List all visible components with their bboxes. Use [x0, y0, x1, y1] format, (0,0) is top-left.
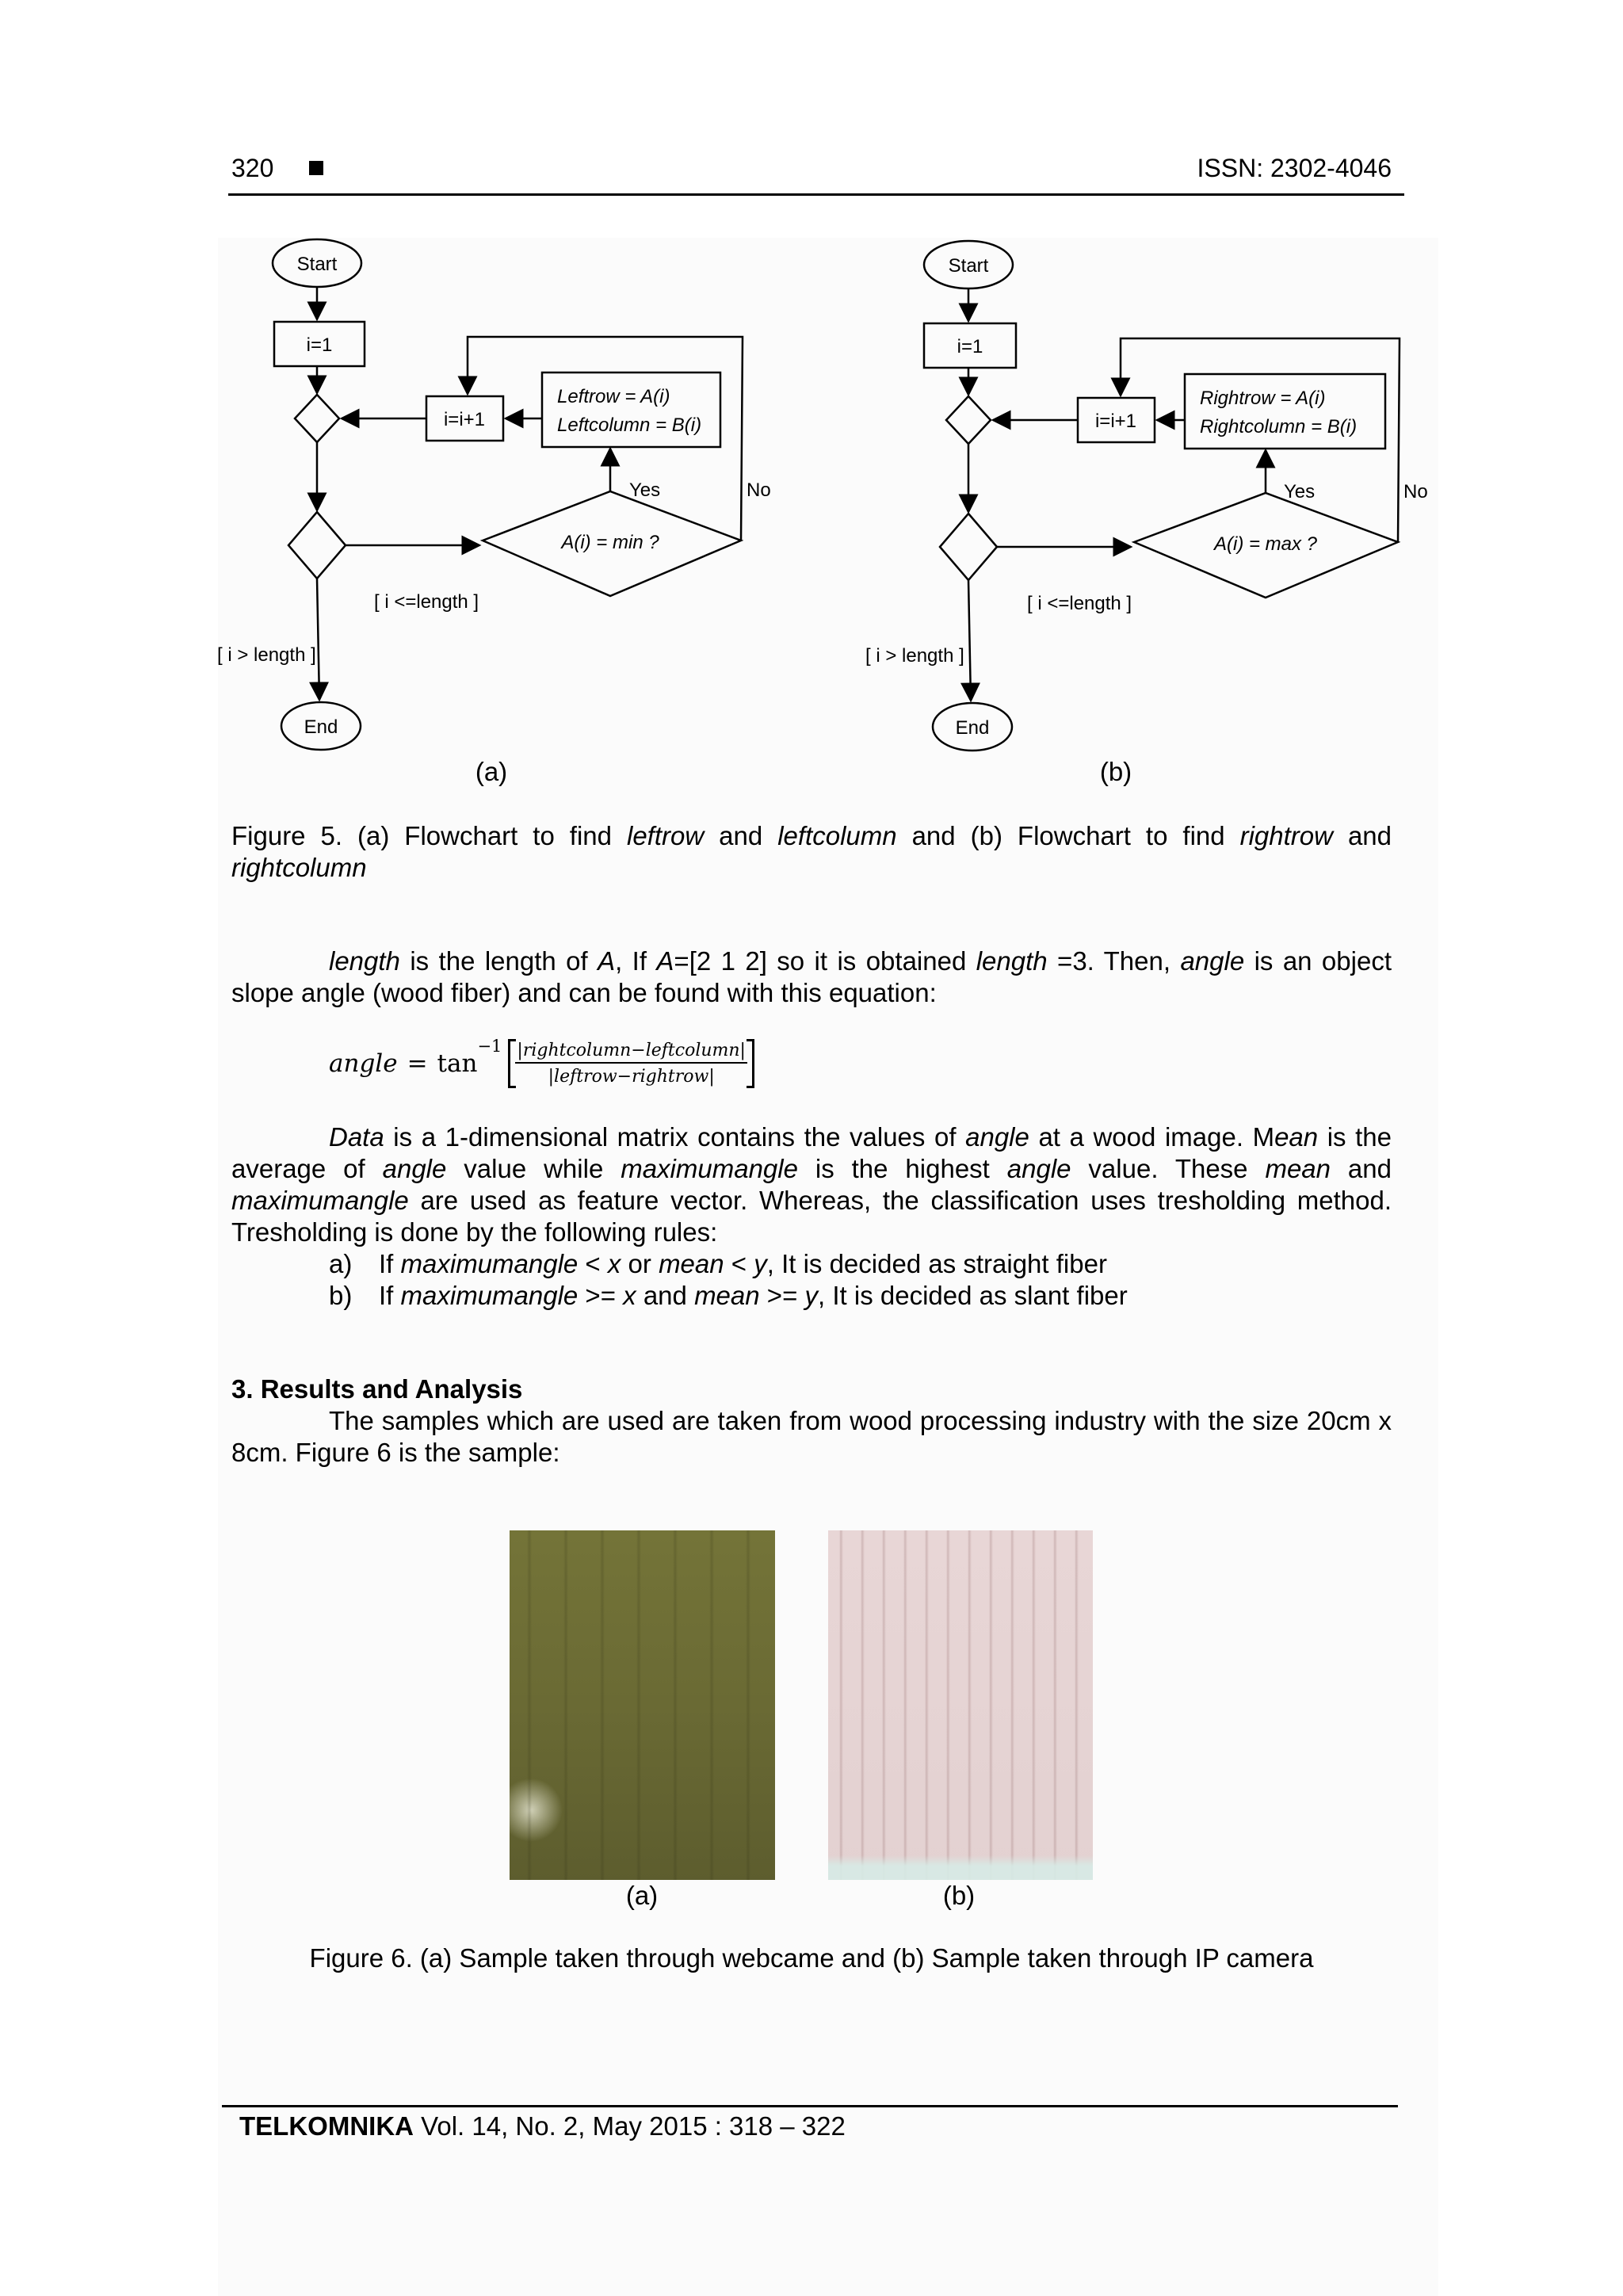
- figure6-caption: Figure 6. (a) Sample taken through webcame and (b) Sample taken through IP camera: [309, 1943, 1314, 1973]
- term: maximumangle: [231, 1186, 409, 1215]
- figure6-label-b: (b): [942, 1881, 976, 1910]
- start-label: Start: [948, 255, 989, 277]
- merge-diamond: [295, 395, 339, 442]
- init-label: i=1: [306, 334, 333, 356]
- cond-le-label: [ i <=length ]: [1027, 593, 1132, 614]
- start-label: Start: [296, 254, 338, 275]
- caption-text: and: [704, 821, 778, 850]
- text: is an object slope angle (wood fiber) and can be found with this equation:: [231, 946, 1392, 1007]
- text: is the highest: [797, 1154, 1007, 1183]
- rule-item: [329, 1280, 1359, 1312]
- angle-equation: [329, 1032, 754, 1095]
- increment-label: i=i+1: [1094, 411, 1137, 432]
- header-rule: [228, 193, 1404, 196]
- text: and: [1331, 1154, 1392, 1183]
- equation-lhs: angle: [329, 1049, 398, 1078]
- caption-term: leftrow: [626, 821, 705, 850]
- cond-gt-label: [ i > length ]: [217, 644, 316, 666]
- term: angle: [1180, 946, 1245, 976]
- rule-text: If maximumangle < x or mean < y, It is decided as straight fiber: [379, 1249, 1107, 1278]
- term: length: [976, 946, 1048, 976]
- increment-label: i=i+1: [443, 409, 486, 430]
- caption-term: leftcolumn: [777, 821, 897, 850]
- assign-line1: Leftrow = A(i): [557, 386, 670, 407]
- sample-image-a: [510, 1530, 775, 1880]
- footer-volume: Vol. 14, No. 2, May 2015 : 318 – 322: [413, 2111, 846, 2141]
- rule-text: If maximumangle >= x and mean >= y, It is decided as slant fiber: [379, 1281, 1128, 1310]
- term: A: [598, 946, 616, 976]
- term: ean: [1274, 1122, 1319, 1152]
- caption-text: Figure 5. (a) Flowchart to find: [231, 821, 627, 850]
- term: maximumangle: [621, 1154, 798, 1183]
- equation-denominator: |leftrow−rightrow|: [548, 1067, 715, 1087]
- yes-label: Yes: [1284, 481, 1316, 502]
- cond-le-label: [ i <=length ]: [374, 591, 479, 613]
- rule-marker: a): [329, 1249, 353, 1278]
- caption-text: and (b) Flowchart to find: [896, 821, 1240, 850]
- text: , If: [615, 946, 657, 976]
- loop-diamond: [940, 514, 997, 580]
- footer-rule: [222, 2105, 1398, 2107]
- term: length: [329, 946, 400, 976]
- flowchart-b: [857, 230, 1460, 769]
- equation-numerator: |rightcolumn−leftcolumn|: [515, 1039, 747, 1064]
- assign-line2: Rightcolumn = B(i): [1200, 416, 1358, 437]
- figure5-caption: [231, 820, 1392, 884]
- assign-line1: Rightrow = A(i): [1200, 388, 1326, 409]
- text: value. These: [1071, 1154, 1266, 1183]
- decision-label: A(i) = min ?: [561, 532, 659, 553]
- term: A: [656, 946, 674, 976]
- rule-item: [329, 1248, 1359, 1280]
- assign-line2: Leftcolumn = B(i): [557, 415, 702, 436]
- footer-citation: [239, 2111, 846, 2141]
- footer-journal: TELKOMNIKA: [239, 2111, 414, 2141]
- text: value while: [446, 1154, 621, 1183]
- init-label: i=1: [957, 336, 983, 357]
- paragraph-length: [231, 946, 1392, 1009]
- term: angle: [382, 1154, 447, 1183]
- equation-equals: =: [407, 1049, 428, 1078]
- page-number: 320: [231, 154, 274, 182]
- term: mean: [1265, 1154, 1331, 1183]
- text: are used as feature vector. Whereas, the classification uses tresholding method. Tresholding is done by the following rules:: [231, 1186, 1392, 1247]
- term: angle: [965, 1122, 1029, 1152]
- text: =3. Then,: [1047, 946, 1181, 976]
- paragraph-data: [231, 1121, 1392, 1248]
- section-paragraph: The samples which are used are taken from wood processing industry with the size 20cm x 8cm. Figure 6 is the sample:: [231, 1406, 1392, 1467]
- text: is a 1-dimensional matrix contains the values of: [384, 1122, 966, 1152]
- header-square-icon: [309, 161, 323, 175]
- section-heading: 3. Results and Analysis: [231, 1374, 523, 1404]
- term: Data: [329, 1122, 384, 1152]
- issn: ISSN: 2302-4046: [1197, 154, 1392, 182]
- sample-image-b: [828, 1530, 1093, 1880]
- threshold-rules: [329, 1248, 1359, 1312]
- end-label: End: [304, 716, 338, 738]
- no-label: No: [1403, 481, 1428, 502]
- figure6-label-a: (a): [625, 1881, 659, 1910]
- end-label: End: [955, 717, 990, 739]
- term: angle: [1006, 1154, 1071, 1183]
- caption-text: and: [1332, 821, 1392, 850]
- figure5-label-a: (a): [475, 757, 508, 786]
- merge-diamond: [946, 396, 991, 444]
- text: at a wood image. M: [1029, 1122, 1275, 1152]
- caption-term: rightcolumn: [231, 853, 367, 882]
- text: =[2 1 2] so it is obtained: [674, 946, 976, 976]
- equation-func: tan: [437, 1049, 478, 1078]
- flowchart-a: [206, 230, 808, 769]
- yes-label: Yes: [629, 479, 661, 501]
- decision-label: A(i) = max ?: [1213, 533, 1318, 555]
- text: is the average of: [231, 1122, 1392, 1183]
- text: is the length of: [399, 946, 598, 976]
- equation-brackets: [508, 1039, 754, 1088]
- no-label: No: [747, 479, 771, 501]
- figure5-label-b: (b): [1099, 757, 1132, 786]
- caption-term: rightrow: [1239, 821, 1333, 850]
- cond-gt-label: [ i > length ]: [865, 645, 964, 667]
- equation-exponent: −1: [477, 1037, 502, 1056]
- loop-diamond: [288, 512, 346, 579]
- rule-marker: b): [329, 1281, 353, 1310]
